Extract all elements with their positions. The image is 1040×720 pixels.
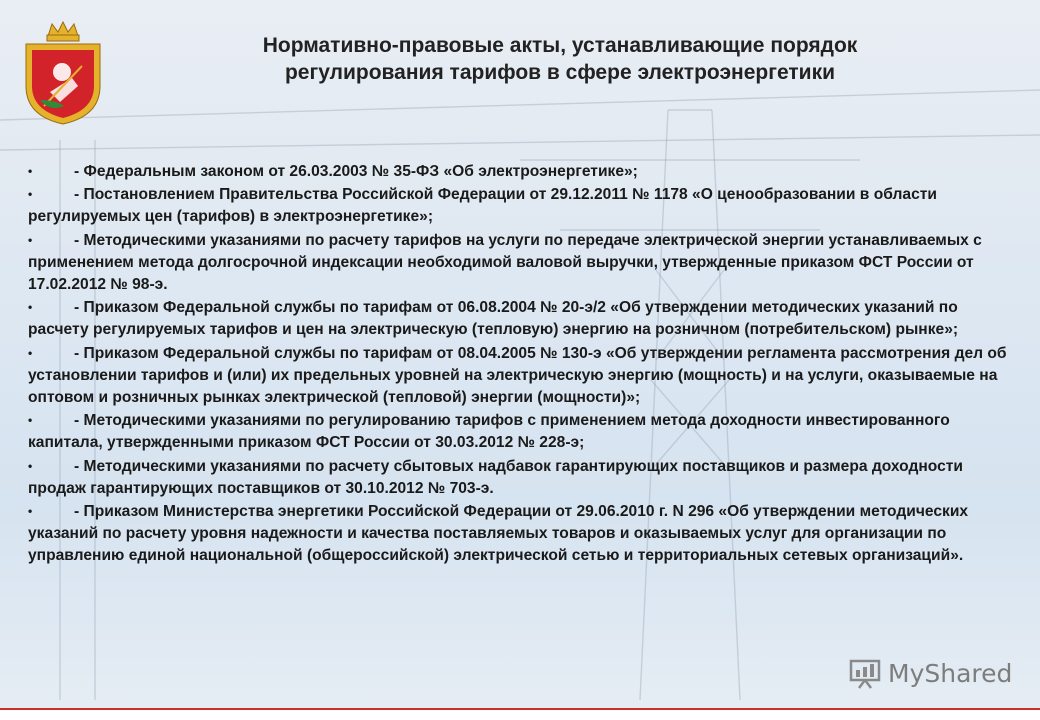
watermark-text: MyShared bbox=[888, 658, 1013, 688]
list-item bbox=[28, 160, 1013, 183]
list-item bbox=[28, 500, 1013, 568]
list-item-text: - Приказом Федеральной службы по тарифам от 08.04.2005 № 130-э «Об утверждении регламента рассмотрения дел об установлении тарифов и (или) их предельных уровней на электрическую энергию (мощность) и на услуги, оказываемые на оптовом и розничных рынках электрической (тепловой) энергии (мощности)»; bbox=[28, 344, 1007, 407]
bottom-accent-bar bbox=[0, 708, 1040, 720]
list-item-text: - Федеральным законом от 26.03.2003 № 35-ФЗ «Об электроэнергетике»; bbox=[74, 163, 638, 180]
title-line-1: Нормативно-правовые акты, устанавливающие порядок bbox=[262, 34, 858, 57]
bullet: • bbox=[28, 458, 33, 473]
myshared-watermark[interactable] bbox=[848, 655, 1012, 691]
bullet: • bbox=[28, 413, 33, 428]
list-item-text: - Приказом Федеральной службы по тарифам от 06.08.2004 № 20-э/2 «Об утверждении методических указаний по расчету регулируемых тарифов и цен на электрическую (тепловую) энергию на розничном (потребительском) рынке»; bbox=[28, 299, 959, 339]
bullet: • bbox=[28, 300, 33, 315]
list-item-text: - Методическими указаниями по расчету сбытовых надбавок гарантирующих поставщиков и размера доходности продаж гарантирующих поставщиков от 30.10.2012 № 703-э. bbox=[28, 457, 964, 497]
list-item bbox=[28, 183, 1013, 228]
list-item-text: - Методическими указаниями по расчету тарифов на услуги по передаче электрической энергии устанавливаемых с применением метода долгосрочной индексации необходимой валовой выручки, утвержденные приказом ФСТ России от 17.02.2012 № 98-э. bbox=[28, 231, 982, 294]
list-item bbox=[28, 229, 1013, 297]
list-item bbox=[28, 455, 1013, 500]
bullet: • bbox=[28, 164, 33, 178]
bullet: • bbox=[28, 232, 33, 247]
list-item bbox=[28, 342, 1013, 410]
list-item-text: - Постановлением Правительства Российской Федерации от 29.12.2011 № 1178 «О ценообразовании в области регулируемых цен (тарифов) в электроэнергетике»; bbox=[28, 186, 937, 226]
page-title bbox=[150, 32, 970, 86]
presentation-board-icon bbox=[848, 656, 882, 690]
list-item-text: - Методическими указаниями по регулированию тарифов с применением метода доходности инвестированного капитала, утвержденными приказом ФСТ России от 30.03.2012 № 228-э; bbox=[28, 412, 950, 452]
bullet: • bbox=[28, 187, 33, 202]
title-line-2: регулирования тарифов в сфере электроэнергетики bbox=[284, 61, 835, 84]
list-item bbox=[28, 409, 1013, 454]
list-item bbox=[28, 296, 1013, 341]
bullet: • bbox=[28, 345, 33, 360]
coat-of-arms-icon bbox=[20, 20, 106, 126]
bullet: • bbox=[28, 504, 33, 519]
regulation-list bbox=[28, 160, 1013, 568]
list-item-text: - Приказом Министерства энергетики Российской Федерации от 29.06.2010 г. N 296 «Об утверждении методических указаний по расчету уровня надежности и качества поставляемых товаров и оказываемых услуг для организации по управлению единой национальной (общероссийской) электрической сетью и территориальных сетевых организаций». bbox=[28, 503, 969, 565]
